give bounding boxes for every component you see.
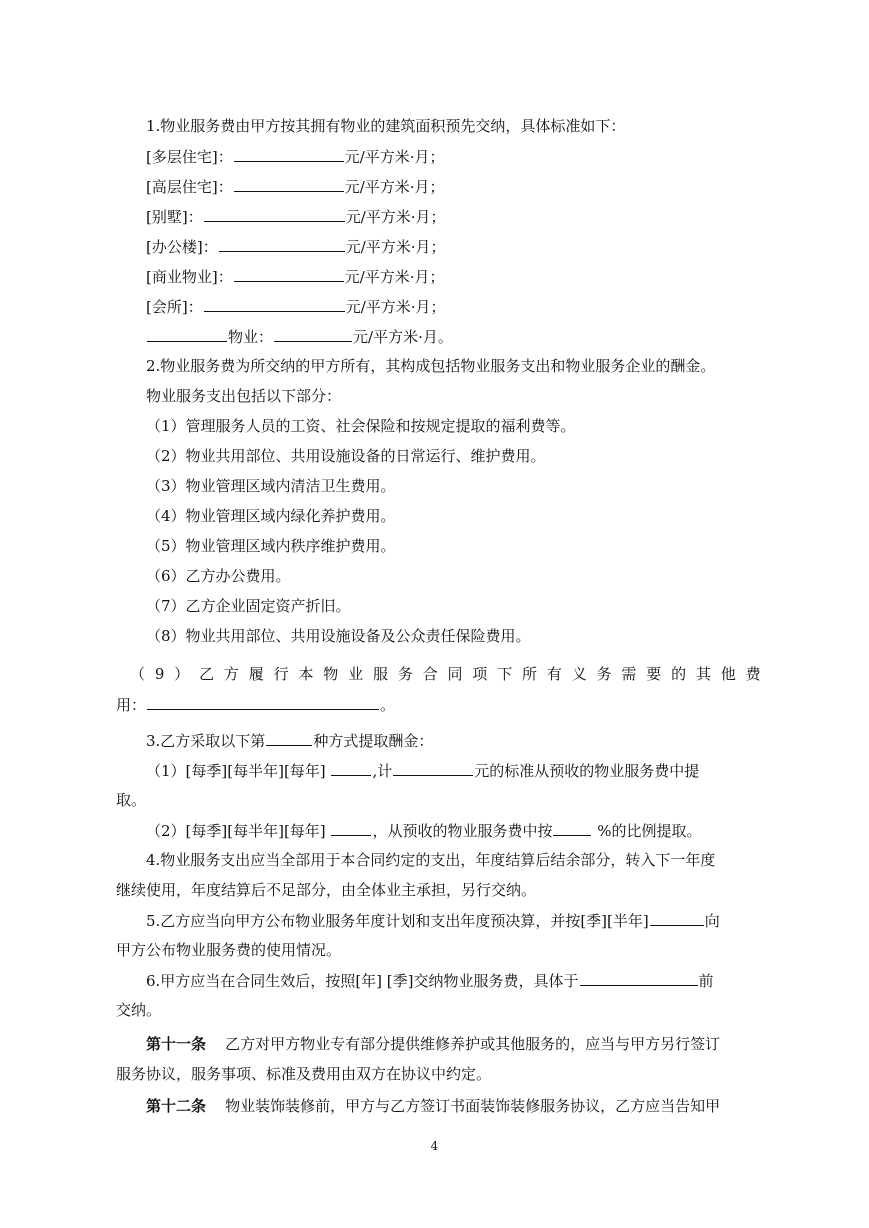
expense-item-1: （1）管理服务人员的工资、社会保险和按规定提取的福利费等。 [146, 417, 576, 435]
justified-char: 同 [447, 665, 463, 683]
justified-char: 要 [646, 665, 662, 683]
label-text: 元的标准从预收的物业服务费中提 [474, 762, 700, 780]
expense-item-9-cont [116, 692, 761, 716]
paragraph-2b: 物业服务支出包括以下部分： [146, 387, 342, 405]
paragraph-5 [116, 908, 761, 932]
blank-field[interactable] [266, 728, 312, 746]
justified-char: 需 [621, 665, 637, 683]
expense-item-4: （4）物业管理区域内绿化养护费用。 [146, 507, 396, 525]
rate-high [116, 174, 761, 198]
justified-char: 方 [223, 665, 239, 683]
rate-label: [商业物业]： [146, 268, 233, 286]
label-text: （1）[每季][每半年][每年] [146, 762, 326, 780]
blank-field[interactable] [331, 818, 371, 836]
label-text: 前 [698, 972, 714, 990]
expense-item-6: （6）乙方办公费用。 [146, 567, 291, 585]
blank-field[interactable] [234, 174, 344, 192]
rate-label: [高层住宅]： [146, 178, 233, 196]
justified-char: 的 [671, 665, 687, 683]
label-text: 3.乙方采取以下第 [146, 732, 266, 750]
justified-char: 义 [571, 665, 587, 683]
justified-char: （ [130, 665, 146, 683]
label-text: ,计 [372, 762, 393, 780]
blank-field[interactable] [393, 758, 473, 776]
label-text: 5.乙方应当向甲方公布物业服务年度计划和支出年度预决算，并按[季][半年] [146, 912, 649, 930]
blank-field[interactable] [234, 144, 344, 162]
label-text: （2）[每季][每半年][每年] [146, 822, 326, 840]
expense-item-3: （3）物业管理区域内清洁卫生费用。 [146, 477, 396, 495]
rate-unit: 元/平方米·月； [345, 208, 446, 226]
rate-multi [116, 144, 761, 168]
rate-office [116, 234, 761, 258]
rate-commercial [116, 264, 761, 288]
justified-char: 所 [522, 665, 538, 683]
period: 。 [380, 696, 396, 714]
justified-char: 履 [248, 665, 264, 683]
paragraph-5-cont: 甲方公布物业服务费的使用情况。 [116, 941, 342, 959]
rate-unit: 元/平方米·月； [344, 148, 445, 166]
justified-char: 本 [298, 665, 314, 683]
article-11 [116, 1032, 761, 1056]
paragraph-4-cont: 继续使用，年度结算后不足部分，由全体业主承担，另行交纳。 [116, 881, 537, 899]
blank-field[interactable] [219, 234, 345, 252]
blank-field[interactable] [650, 908, 704, 926]
paragraph-3 [116, 728, 761, 752]
blank-field[interactable] [274, 324, 352, 342]
paragraph-2: 2.物业服务费为所交纳的甲方所有，其构成包括物业服务支出和物业服务企业的酬金。 [146, 357, 716, 375]
blank-field[interactable] [331, 758, 371, 776]
expense-item-7: （7）乙方企业固定资产折旧。 [146, 597, 351, 615]
justified-char: ） [174, 665, 190, 683]
rate-club [116, 294, 761, 318]
expense-item-5: （5）物业管理区域内秩序维护费用。 [146, 537, 396, 555]
expense-item-9 [116, 662, 761, 686]
blank-field[interactable] [580, 968, 698, 986]
blank-field[interactable] [147, 692, 379, 710]
rate-label: [办公楼]： [146, 238, 218, 256]
label-text: ，从预收的物业服务费中按 [372, 822, 553, 840]
rate-unit: 元/平方米·月； [345, 298, 446, 316]
rate-label: [会所]： [146, 298, 203, 316]
paragraph-4: 4.物业服务支出应当全部用于本合同约定的支出，年度结算后结余部分，转入下一年度 [146, 851, 716, 869]
rate-villa [116, 204, 761, 228]
rate-label: [别墅]： [146, 208, 203, 226]
rate-unit: 元/平方米·月； [344, 178, 445, 196]
article-11-cont: 服务协议，服务事项、标准及费用由双方在协议中约定。 [116, 1065, 492, 1083]
label-text: 种方式提取酬金： [313, 732, 434, 750]
paragraph-1: 1.物业服务费由甲方按其拥有物业的建筑面积预先交纳，具体标准如下： [146, 117, 626, 135]
rate-unit: 元/平方米·月。 [353, 328, 453, 346]
label-text: %的比例提取。 [597, 822, 702, 840]
article-title: 第十二条 [146, 1097, 207, 1115]
method-1-cont: 取。 [116, 791, 147, 809]
label-text: 用： [116, 696, 147, 714]
expense-item-8: （8）物业共用部位、共用设施设备及公众责任保险费用。 [146, 627, 531, 645]
justified-char: 服 [372, 665, 388, 683]
article-text: 物业装饰装修前，甲方与乙方签订书面装饰装修服务协议，乙方应当告知甲 [225, 1097, 721, 1115]
expense-item-2: （2）物业共用部位、共用设施设备的日常运行、维护费用。 [146, 447, 546, 465]
blank-field[interactable] [204, 204, 345, 222]
blank-field[interactable] [147, 324, 227, 342]
justified-char: 费 [745, 665, 761, 683]
justified-char: 他 [720, 665, 736, 683]
justified-char: 行 [273, 665, 289, 683]
rate-label: [多层住宅]： [146, 148, 233, 166]
justified-char: 其 [695, 665, 711, 683]
label-text: 向 [704, 912, 720, 930]
method-2 [116, 818, 761, 842]
justified-char: 项 [472, 665, 488, 683]
justified-char: 务 [596, 665, 612, 683]
rate-other [116, 324, 761, 348]
justified-char: 下 [497, 665, 513, 683]
label-text: 6.甲方应当在合同生效后，按照[年] [季]交纳物业服务费，具体于 [146, 972, 579, 990]
blank-field[interactable] [204, 294, 345, 312]
justified-char: 务 [397, 665, 413, 683]
justified-char: 业 [348, 665, 364, 683]
rate-unit: 元/平方米·月； [344, 268, 445, 286]
rate-label: 物业： [228, 328, 274, 346]
blank-field[interactable] [234, 264, 344, 282]
page-number: 4 [430, 1139, 439, 1153]
method-1 [116, 758, 761, 782]
justified-char: 乙 [199, 665, 215, 683]
article-text: 乙方对甲方物业专有部分提供维修养护或其他服务的，应当与甲方另行签订 [225, 1035, 721, 1053]
justified-char: 合 [422, 665, 438, 683]
paragraph-6 [116, 968, 761, 992]
paragraph-6-cont: 交纳。 [116, 1001, 162, 1019]
justified-char: 物 [323, 665, 339, 683]
rate-unit: 元/平方米·月； [345, 238, 446, 256]
article-12 [116, 1094, 761, 1118]
article-title: 第十一条 [146, 1035, 207, 1053]
justified-char: 9 [154, 665, 165, 683]
blank-field[interactable] [553, 818, 591, 836]
justified-char: 有 [546, 665, 562, 683]
